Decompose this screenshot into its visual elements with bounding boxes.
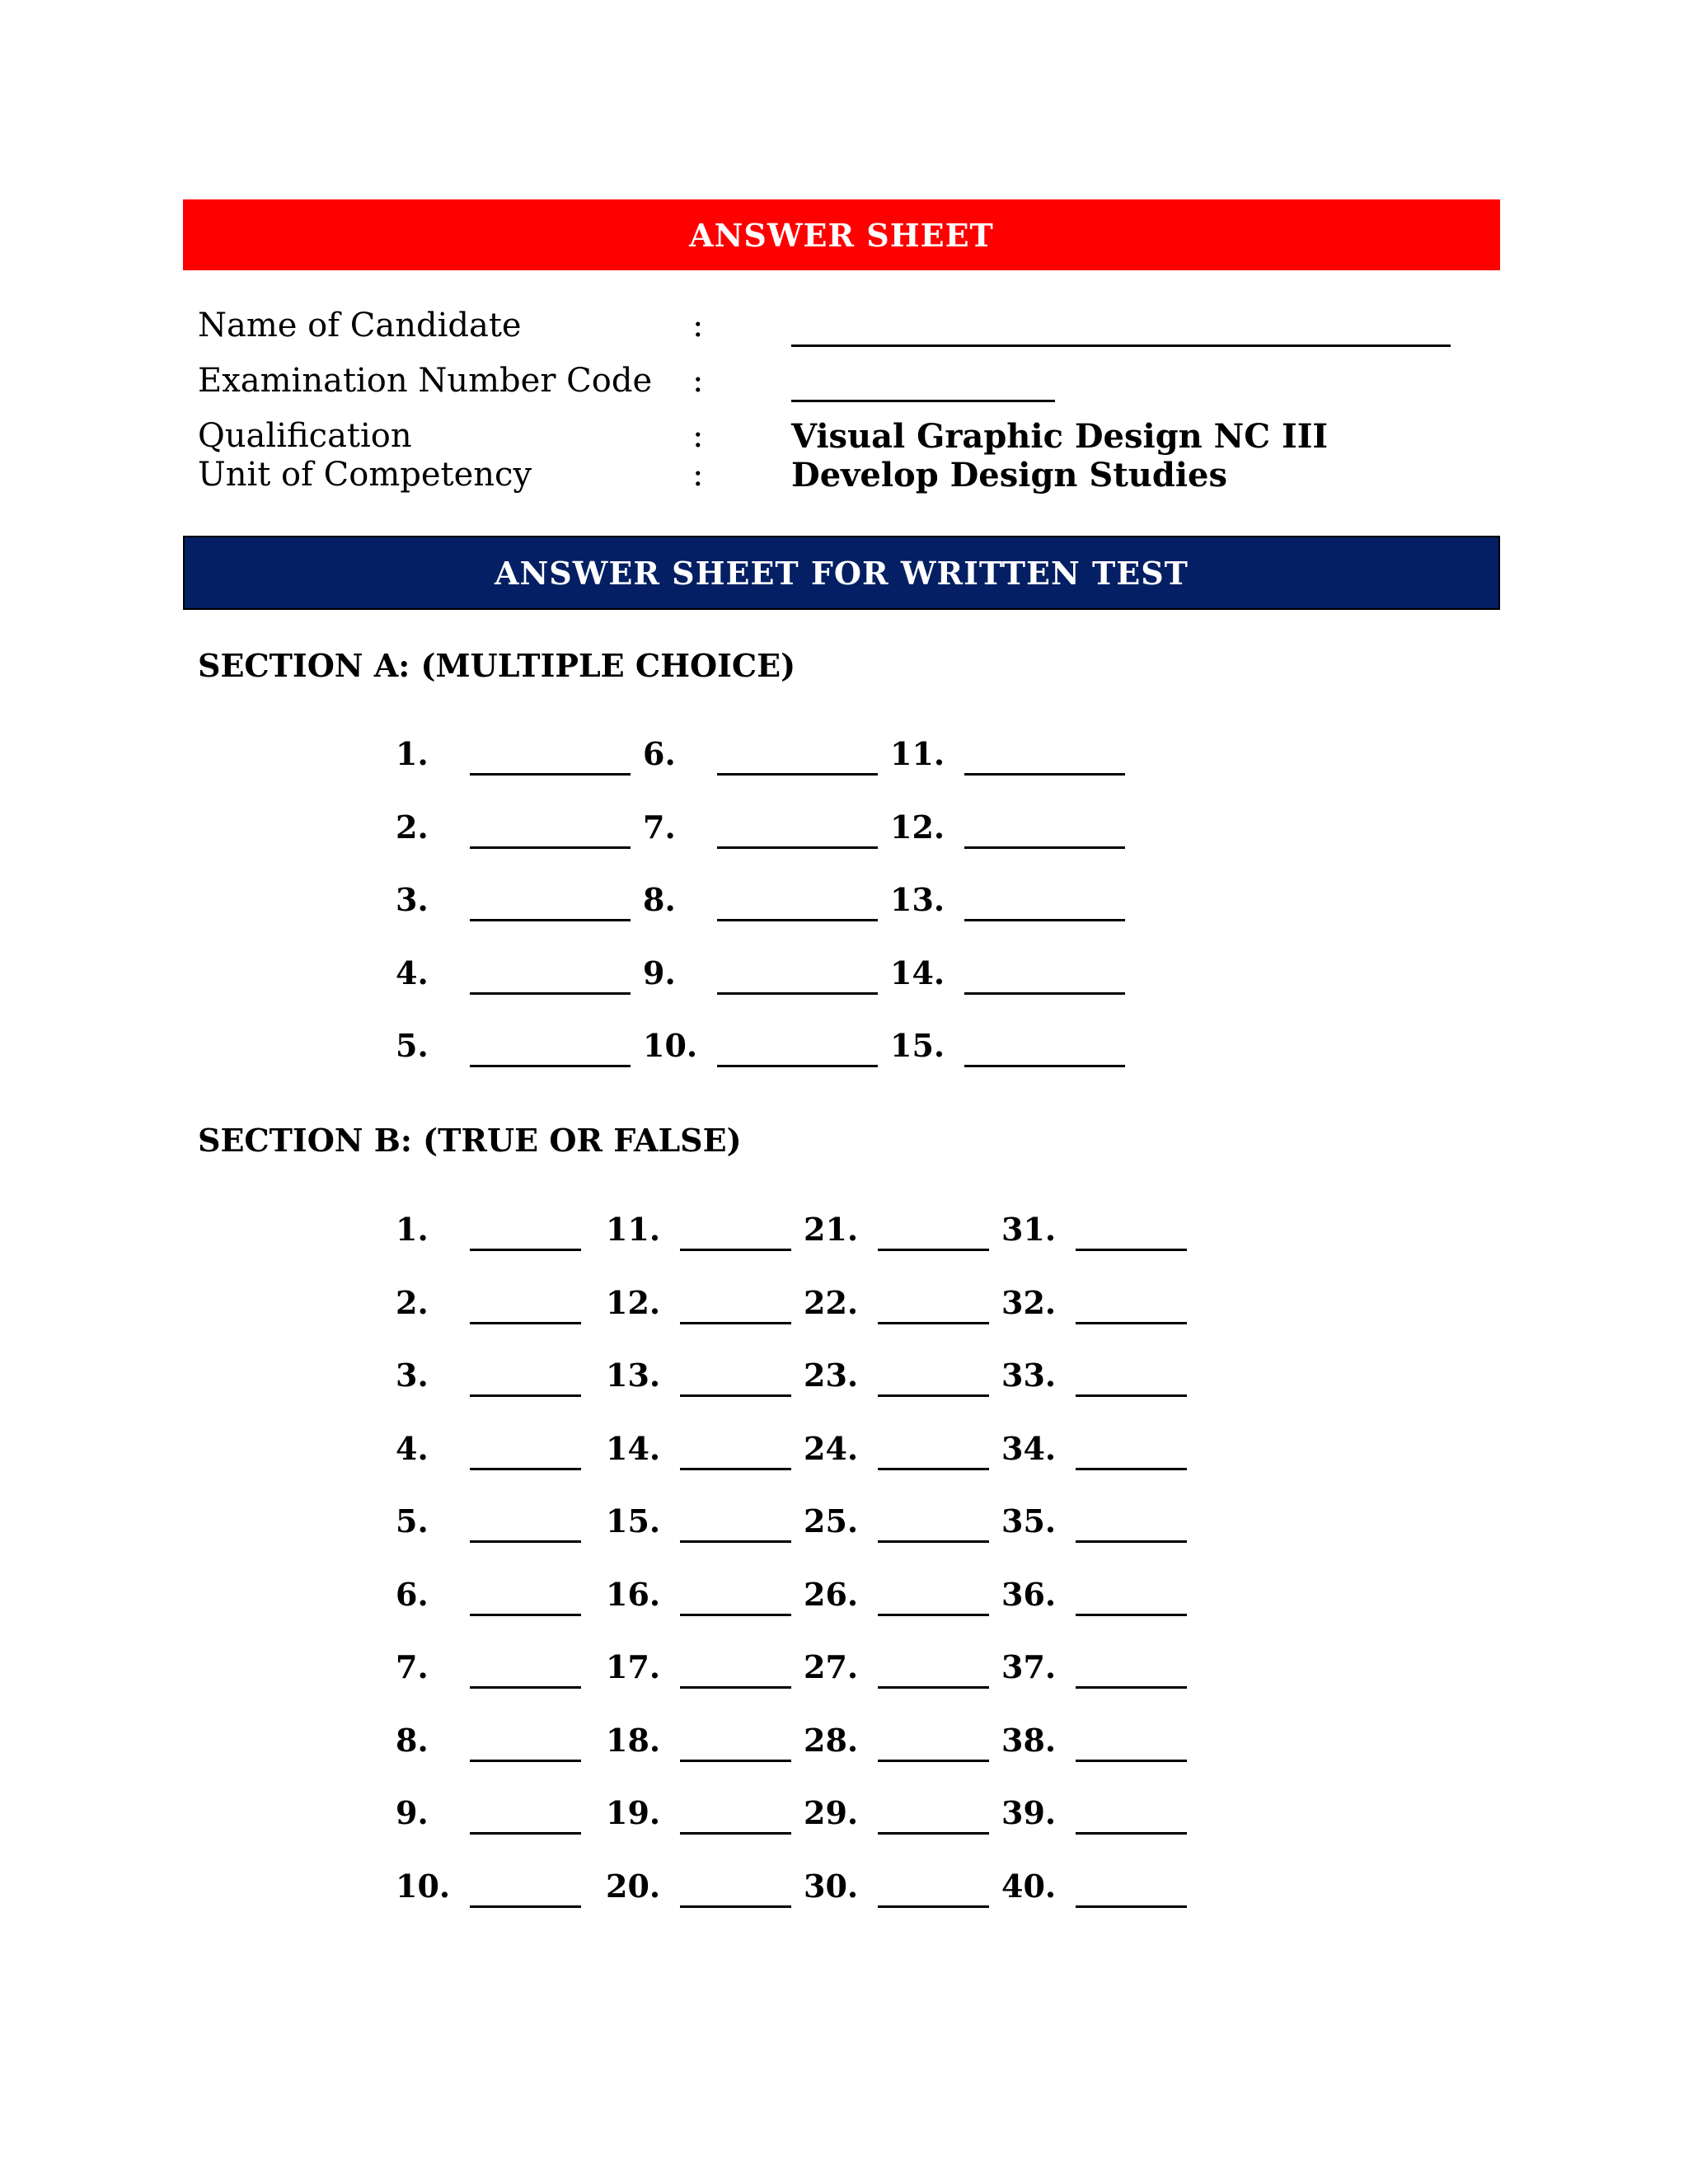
- section_b-answer-item: [606, 1868, 799, 1909]
- unit-of-competency-label: Unit of Competency: [198, 456, 532, 494]
- section-a-title: SECTION A: (MULTIPLE CHOICE): [198, 647, 796, 684]
- answer-sheet-title: ANSWER SHEET: [689, 216, 994, 254]
- section_b-answer-item: [1001, 1722, 1195, 1763]
- answer-blank[interactable]: [717, 846, 878, 849]
- section_b-answer-item: [804, 1430, 997, 1471]
- answer-blank[interactable]: [878, 1468, 989, 1470]
- question-number: 16.: [606, 1575, 661, 1613]
- question-number: 17.: [606, 1648, 661, 1685]
- name-of-candidate-label: Name of Candidate: [198, 307, 522, 344]
- answer-blank[interactable]: [470, 1394, 581, 1397]
- colon: :: [692, 417, 704, 455]
- answer-blank[interactable]: [680, 1760, 791, 1762]
- answer-blank[interactable]: [964, 919, 1125, 921]
- section_b-answer-item: [606, 1576, 799, 1617]
- qualification-value: Visual Graphic Design NC III: [791, 417, 1329, 456]
- question-number: 2.: [396, 808, 429, 846]
- section_b-answer-item: [804, 1868, 997, 1909]
- question-number: 1.: [396, 1211, 429, 1248]
- answer-blank[interactable]: [470, 992, 631, 995]
- question-number: 7.: [396, 1648, 429, 1685]
- question-number: 9.: [396, 1794, 429, 1831]
- section_a-answer-item: [890, 808, 1133, 850]
- question-number: 6.: [396, 1575, 429, 1613]
- section_b-answer-item: [396, 1576, 589, 1617]
- question-number: 13.: [890, 881, 945, 918]
- question-number: 33.: [1001, 1357, 1057, 1394]
- section_b-answer-item: [396, 1868, 589, 1909]
- section_b-answer-item: [606, 1357, 799, 1398]
- question-number: 18.: [606, 1721, 661, 1759]
- answer-blank[interactable]: [470, 773, 631, 776]
- section_a-answer-item: [890, 954, 1133, 996]
- question-number: 14.: [606, 1429, 661, 1467]
- section_b-answer-item: [804, 1794, 997, 1835]
- answer-blank[interactable]: [680, 1905, 791, 1908]
- question-number: 13.: [606, 1357, 661, 1394]
- section_b-answer-item: [1001, 1211, 1195, 1252]
- question-number: 3.: [396, 1357, 429, 1394]
- unit-of-competency-value: Develop Design Studies: [791, 456, 1228, 494]
- answer-blank[interactable]: [470, 1905, 581, 1908]
- question-number: 7.: [643, 808, 676, 846]
- exam-code-label: Examination Number Code: [198, 362, 653, 400]
- question-number: 32.: [1001, 1283, 1057, 1321]
- section_b-answer-item: [396, 1357, 589, 1398]
- question-number: 5.: [396, 1502, 429, 1540]
- section_b-answer-item: [396, 1211, 589, 1252]
- section_a-answer-item: [643, 954, 886, 996]
- section_b-answer-item: [1001, 1357, 1195, 1398]
- answer-blank[interactable]: [470, 919, 631, 921]
- answer-blank[interactable]: [470, 1468, 581, 1470]
- section_b-answer-item: [396, 1794, 589, 1835]
- question-number: 4.: [396, 1429, 429, 1467]
- name-of-candidate-row: [198, 307, 1517, 348]
- question-number: 5.: [396, 1027, 429, 1064]
- answer-blank[interactable]: [717, 1065, 878, 1067]
- question-number: 34.: [1001, 1429, 1057, 1467]
- question-number: 37.: [1001, 1648, 1057, 1685]
- section_a-answer-item: [396, 881, 639, 922]
- answer-blank[interactable]: [717, 773, 878, 776]
- answer-blank[interactable]: [680, 1540, 791, 1543]
- section_a-answer-item: [890, 1027, 1133, 1068]
- answer-blank[interactable]: [470, 1686, 581, 1689]
- answer-sheet-banner: [183, 199, 1500, 270]
- question-number: 39.: [1001, 1794, 1057, 1831]
- section_a-answer-item: [396, 954, 639, 996]
- qualification-label: Qualification: [198, 417, 412, 455]
- section_b-answer-item: [606, 1722, 799, 1763]
- section_b-answer-item: [1001, 1794, 1195, 1835]
- question-number: 11.: [606, 1211, 661, 1248]
- section_b-answer-item: [1001, 1502, 1195, 1544]
- qualification-row: [198, 417, 1517, 458]
- question-number: 26.: [804, 1575, 859, 1613]
- answer-blank[interactable]: [878, 1249, 989, 1251]
- question-number: 22.: [804, 1283, 859, 1321]
- section_b-answer-item: [396, 1502, 589, 1544]
- section_b-answer-item: [804, 1722, 997, 1763]
- unit-of-competency-row: [198, 456, 1517, 497]
- answer-blank[interactable]: [1076, 1905, 1187, 1908]
- answer-blank[interactable]: [717, 992, 878, 995]
- answer-blank[interactable]: [1076, 1540, 1187, 1543]
- answer-blank[interactable]: [717, 919, 878, 921]
- answer-blank[interactable]: [964, 773, 1125, 776]
- answer-blank[interactable]: [470, 1249, 581, 1251]
- section_b-answer-item: [1001, 1576, 1195, 1617]
- question-number: 9.: [643, 954, 676, 991]
- question-number: 19.: [606, 1794, 661, 1831]
- question-number: 8.: [396, 1721, 429, 1759]
- question-number: 36.: [1001, 1575, 1057, 1613]
- question-number: 40.: [1001, 1867, 1057, 1905]
- section_b-answer-item: [1001, 1868, 1195, 1909]
- section_a-answer-item: [643, 1027, 886, 1068]
- answer-blank[interactable]: [1076, 1760, 1187, 1762]
- answer-blank[interactable]: [878, 1394, 989, 1397]
- written-test-title: ANSWER SHEET FOR WRITTEN TEST: [495, 554, 1189, 592]
- section_b-answer-item: [606, 1794, 799, 1835]
- colon: :: [692, 362, 704, 400]
- question-number: 15.: [606, 1502, 661, 1540]
- name-of-candidate-field[interactable]: [791, 344, 1451, 347]
- question-number: 10.: [643, 1027, 698, 1064]
- answer-blank[interactable]: [1076, 1832, 1187, 1835]
- section_b-answer-item: [396, 1648, 589, 1690]
- section_b-answer-item: [606, 1648, 799, 1690]
- question-number: 2.: [396, 1283, 429, 1321]
- exam-code-field[interactable]: [791, 400, 1055, 402]
- answer-blank[interactable]: [878, 1832, 989, 1835]
- section_b-answer-item: [1001, 1284, 1195, 1325]
- answer-blank[interactable]: [470, 1065, 631, 1067]
- section_a-answer-item: [643, 735, 886, 776]
- answer-blank[interactable]: [964, 1065, 1125, 1067]
- question-number: 1.: [396, 735, 429, 772]
- question-number: 11.: [890, 735, 945, 772]
- colon: :: [692, 307, 704, 344]
- question-number: 25.: [804, 1502, 859, 1540]
- section_b-answer-item: [804, 1502, 997, 1544]
- question-number: 38.: [1001, 1721, 1057, 1759]
- question-number: 12.: [606, 1283, 661, 1321]
- question-number: 8.: [643, 881, 676, 918]
- section_b-answer-item: [804, 1284, 997, 1325]
- section_b-answer-item: [606, 1211, 799, 1252]
- section_a-answer-item: [643, 881, 886, 922]
- section_b-answer-item: [804, 1211, 997, 1252]
- answer-blank[interactable]: [1076, 1249, 1187, 1251]
- answer-blank[interactable]: [680, 1249, 791, 1251]
- question-number: 30.: [804, 1867, 859, 1905]
- section_a-answer-item: [396, 808, 639, 850]
- question-number: 23.: [804, 1357, 859, 1394]
- section_b-answer-item: [804, 1648, 997, 1690]
- answer-blank[interactable]: [680, 1322, 791, 1324]
- answer-blank[interactable]: [1076, 1322, 1187, 1324]
- question-number: 10.: [396, 1867, 451, 1905]
- colon: :: [692, 456, 704, 494]
- answer-blank[interactable]: [878, 1540, 989, 1543]
- section_b-answer-item: [396, 1722, 589, 1763]
- answer-blank[interactable]: [878, 1614, 989, 1616]
- question-number: 12.: [890, 808, 945, 846]
- section_b-answer-item: [606, 1284, 799, 1325]
- answer-blank[interactable]: [964, 846, 1125, 849]
- section_b-answer-item: [606, 1502, 799, 1544]
- answer-blank[interactable]: [680, 1832, 791, 1835]
- question-number: 20.: [606, 1867, 661, 1905]
- answer-blank[interactable]: [680, 1686, 791, 1689]
- answer-blank[interactable]: [878, 1322, 989, 1324]
- section_b-answer-item: [396, 1430, 589, 1471]
- question-number: 3.: [396, 881, 429, 918]
- answer-blank[interactable]: [470, 846, 631, 849]
- question-number: 31.: [1001, 1211, 1057, 1248]
- question-number: 6.: [643, 735, 676, 772]
- answer-blank[interactable]: [964, 992, 1125, 995]
- question-number: 24.: [804, 1429, 859, 1467]
- section_a-answer-item: [890, 881, 1133, 922]
- section_b-answer-item: [804, 1357, 997, 1398]
- section-b-title: SECTION B: (TRUE OR FALSE): [198, 1122, 742, 1159]
- answer-blank[interactable]: [470, 1832, 581, 1835]
- section_a-answer-item: [396, 735, 639, 776]
- question-number: 27.: [804, 1648, 859, 1685]
- answer-blank[interactable]: [680, 1468, 791, 1470]
- answer-blank[interactable]: [1076, 1468, 1187, 1470]
- section_b-answer-item: [396, 1284, 589, 1325]
- section_a-answer-item: [396, 1027, 639, 1068]
- written-test-banner: [183, 536, 1500, 610]
- answer-blank[interactable]: [470, 1322, 581, 1324]
- answer-blank[interactable]: [1076, 1614, 1187, 1616]
- section_b-answer-item: [1001, 1648, 1195, 1690]
- answer-blank[interactable]: [680, 1614, 791, 1616]
- answer-blank[interactable]: [470, 1614, 581, 1616]
- answer-blank[interactable]: [878, 1760, 989, 1762]
- answer-blank[interactable]: [470, 1760, 581, 1762]
- question-number: 14.: [890, 954, 945, 991]
- question-number: 21.: [804, 1211, 859, 1248]
- question-number: 35.: [1001, 1502, 1057, 1540]
- section_a-answer-item: [643, 808, 886, 850]
- answer-blank[interactable]: [470, 1540, 581, 1543]
- question-number: 28.: [804, 1721, 859, 1759]
- question-number: 15.: [890, 1027, 945, 1064]
- answer-blank[interactable]: [878, 1905, 989, 1908]
- answer-blank[interactable]: [878, 1686, 989, 1689]
- answer-blank[interactable]: [1076, 1394, 1187, 1397]
- answer-blank[interactable]: [680, 1394, 791, 1397]
- section_b-answer-item: [804, 1576, 997, 1617]
- exam-code-row: [198, 362, 1517, 403]
- section_b-answer-item: [606, 1430, 799, 1471]
- answer-blank[interactable]: [1076, 1686, 1187, 1689]
- section_b-answer-item: [1001, 1430, 1195, 1471]
- section_a-answer-item: [890, 735, 1133, 776]
- question-number: 29.: [804, 1794, 859, 1831]
- question-number: 4.: [396, 954, 429, 991]
